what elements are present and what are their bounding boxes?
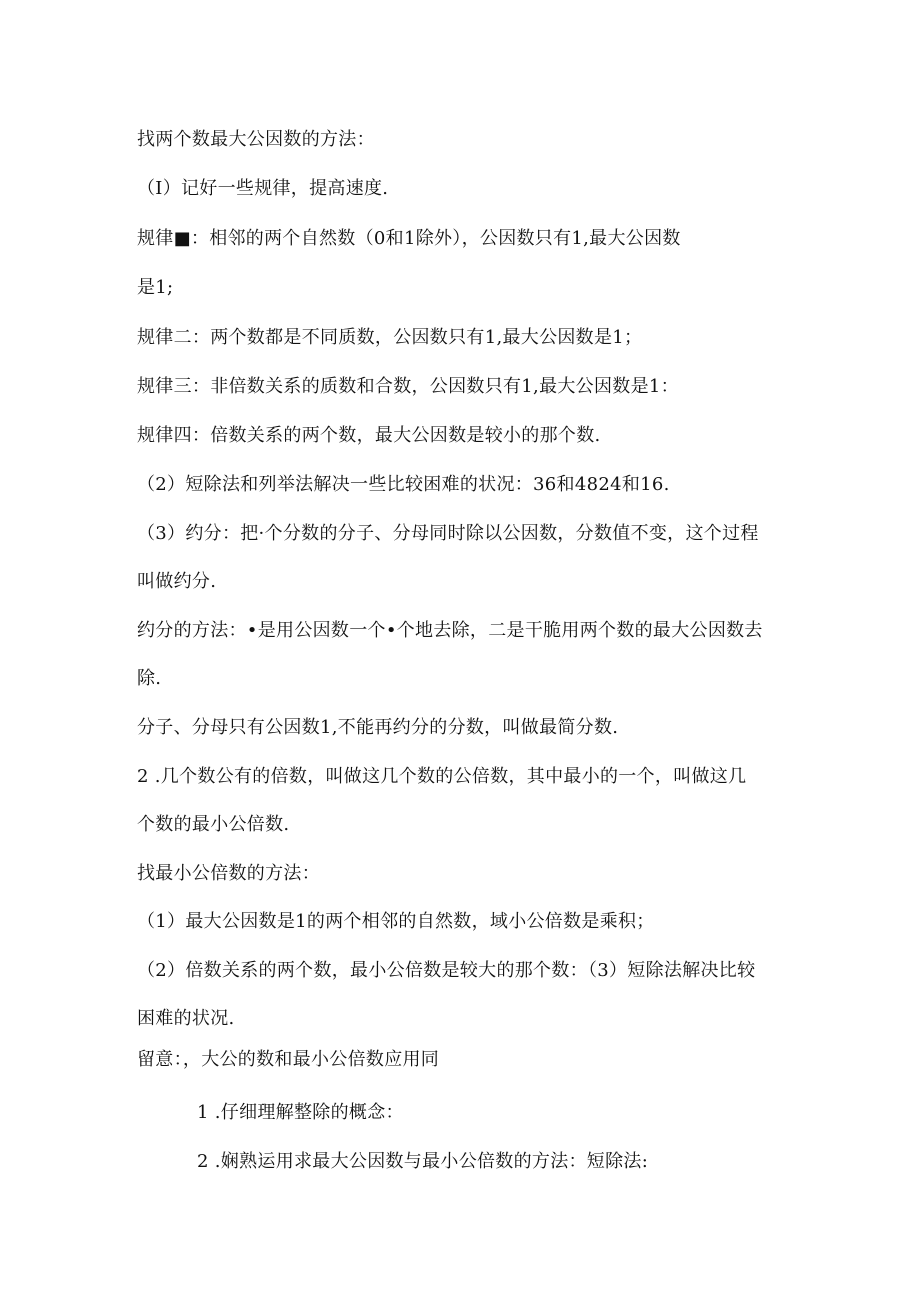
- text-line: 除.: [137, 668, 162, 689]
- text-line: 规律三：非倍数关系的质数和合数，公因数只有1,最大公因数是1：: [137, 376, 679, 397]
- text-line: 留意：，大公的数和最小公倍数应用同: [137, 1049, 440, 1070]
- text-line: 约分的方法：•是用公因数一个•个地去除，二是干脆用两个数的最大公因数去: [137, 620, 763, 641]
- text-line: 1 .仔细理解整除的概念：: [197, 1102, 404, 1123]
- text-line: 个数的最小公倍数.: [137, 814, 290, 835]
- text-line: 找两个数最大公因数的方法：: [137, 129, 375, 150]
- text-line: （2）倍数关系的两个数，最小公倍数是较大的那个数：（3）短除法解决比较: [137, 960, 756, 981]
- text-line: 找最小公倍数的方法：: [137, 863, 320, 884]
- text-line: 规律■：相邻的两个自然数（0和1除外），公因数只有1,最大公因数: [137, 228, 681, 249]
- text-line: （3）约分：把·个分数的分子、分母同时除以公因数，分数值不变，这个过程: [137, 523, 759, 544]
- text-line: （2）短除法和列举法解决一些比较困难的状况：36和4824和16.: [137, 474, 670, 495]
- text-line: 叫做约分.: [137, 571, 217, 592]
- text-line: 是1;: [137, 277, 174, 298]
- text-line: 2 .娴熟运用求最大公因数与最小公倍数的方法：短除法:: [197, 1151, 649, 1172]
- text-line: 分子、分母只有公因数1,不能再约分的分数，叫做最简分数.: [137, 717, 619, 738]
- text-line: 困难的状况.: [137, 1008, 235, 1029]
- text-line: 2 .几个数公有的倍数，叫做这几个数的公倍数，其中最小的一个，叫做这几: [137, 766, 747, 787]
- text-line: （I）记好一些规律，提高速度.: [137, 178, 389, 199]
- text-line: （1）最大公因数是1的两个相邻的自然数，域小公倍数是乘积；: [137, 911, 655, 932]
- text-line: 规律二：两个数都是不同质数，公因数只有1,最大公因数是1；: [137, 327, 643, 348]
- text-line: 规律四：倍数关系的两个数，最大公因数是较小的那个数.: [137, 425, 601, 446]
